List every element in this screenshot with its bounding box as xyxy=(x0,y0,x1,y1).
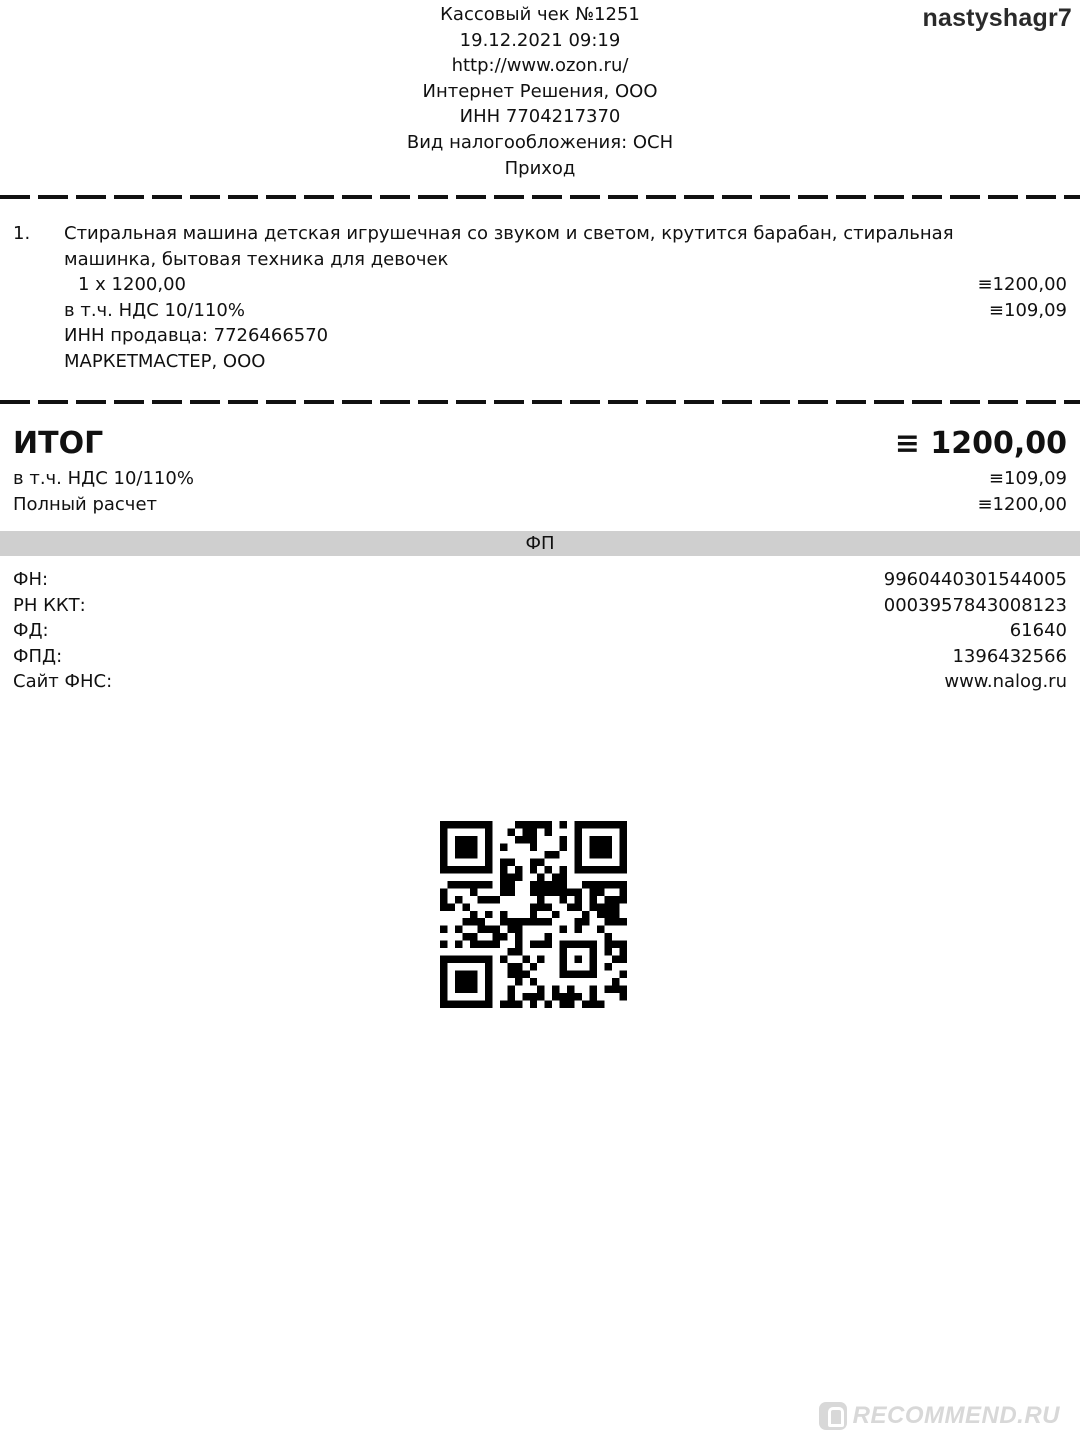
item-name-line1: Стиральная машина детская игрушечная со звуком и светом, крутится барабан, стиральная xyxy=(64,223,954,244)
totals-section xyxy=(13,424,1067,518)
receipt-title: Кассовый чек №1251 xyxy=(440,4,640,25)
item-vat-label: в т.ч. НДС 10/110% xyxy=(64,299,245,321)
store-site: http://www.ozon.ru/ xyxy=(451,55,629,77)
item-seller-inn: ИНН продавца: 7726466570 xyxy=(64,325,329,347)
total-row xyxy=(13,424,1067,464)
fiscal-row xyxy=(13,669,1067,695)
recommend-watermark xyxy=(819,1402,1060,1430)
dashed-divider xyxy=(0,195,1080,199)
fiscal-label: ФД: xyxy=(13,620,49,642)
fiscal-data xyxy=(13,567,1067,695)
total-label: ИТОГ xyxy=(13,426,104,461)
total-value: ≡ 1200,00 xyxy=(894,426,1067,461)
qr-code xyxy=(440,821,627,1008)
totals-vat-value: ≡109,09 xyxy=(988,468,1067,489)
item-line-total: ≡1200,00 xyxy=(977,274,1067,296)
watermark-username: nastyshagr7 xyxy=(922,4,1072,32)
payment-value: ≡1200,00 xyxy=(977,494,1067,515)
fiscal-value: 9960440301544005 xyxy=(883,569,1067,590)
company-name: Интернет Решения, ООО xyxy=(422,80,658,102)
fiscal-row xyxy=(13,644,1067,670)
tax-system: Вид налогообложения: ОСН xyxy=(406,131,674,153)
item-seller-name: МАРКЕТМАСТЕР, ООО xyxy=(64,350,266,372)
receipt-header xyxy=(0,2,1080,181)
item-name-line2: машинка, бытовая техника для девочек xyxy=(64,248,449,270)
fiscal-value: 1396432566 xyxy=(952,645,1067,667)
fiscal-value: 61640 xyxy=(1009,620,1067,642)
company-inn: ИНН 7704217370 xyxy=(459,106,621,128)
fiscal-row xyxy=(13,593,1067,619)
fiscal-label: Сайт ФНС: xyxy=(13,671,113,693)
fp-label: ФП xyxy=(525,533,555,554)
totals-vat-label: в т.ч. НДС 10/110% xyxy=(13,468,194,489)
item-body xyxy=(64,221,1067,375)
fiscal-row xyxy=(13,618,1067,644)
recommend-site: RECOMMEND.RU xyxy=(852,1402,1060,1429)
totals-vat-row xyxy=(13,466,1067,492)
payment-row xyxy=(13,492,1067,518)
fiscal-label: ФПД: xyxy=(13,645,63,667)
payment-label: Полный расчет xyxy=(13,494,157,515)
item-qty-row xyxy=(64,272,1067,298)
fiscal-value: 0003957843008123 xyxy=(883,594,1067,616)
fp-section-bar xyxy=(0,531,1080,556)
item-number: 1. xyxy=(13,223,31,244)
fiscal-value: www.nalog.ru xyxy=(944,671,1067,693)
item-vat-value: ≡109,09 xyxy=(988,299,1067,321)
fiscal-label: РН ККТ: xyxy=(13,594,86,616)
operation-type: Приход xyxy=(504,157,576,179)
recommend-logo-icon xyxy=(819,1402,847,1430)
item-qty-price: 1 х 1200,00 xyxy=(78,274,186,296)
dashed-divider xyxy=(0,400,1080,404)
item-vat-row xyxy=(64,298,1067,324)
fiscal-row xyxy=(13,567,1067,593)
fiscal-label: ФН: xyxy=(13,569,49,590)
receipt-datetime: 19.12.2021 09:19 xyxy=(459,29,621,51)
